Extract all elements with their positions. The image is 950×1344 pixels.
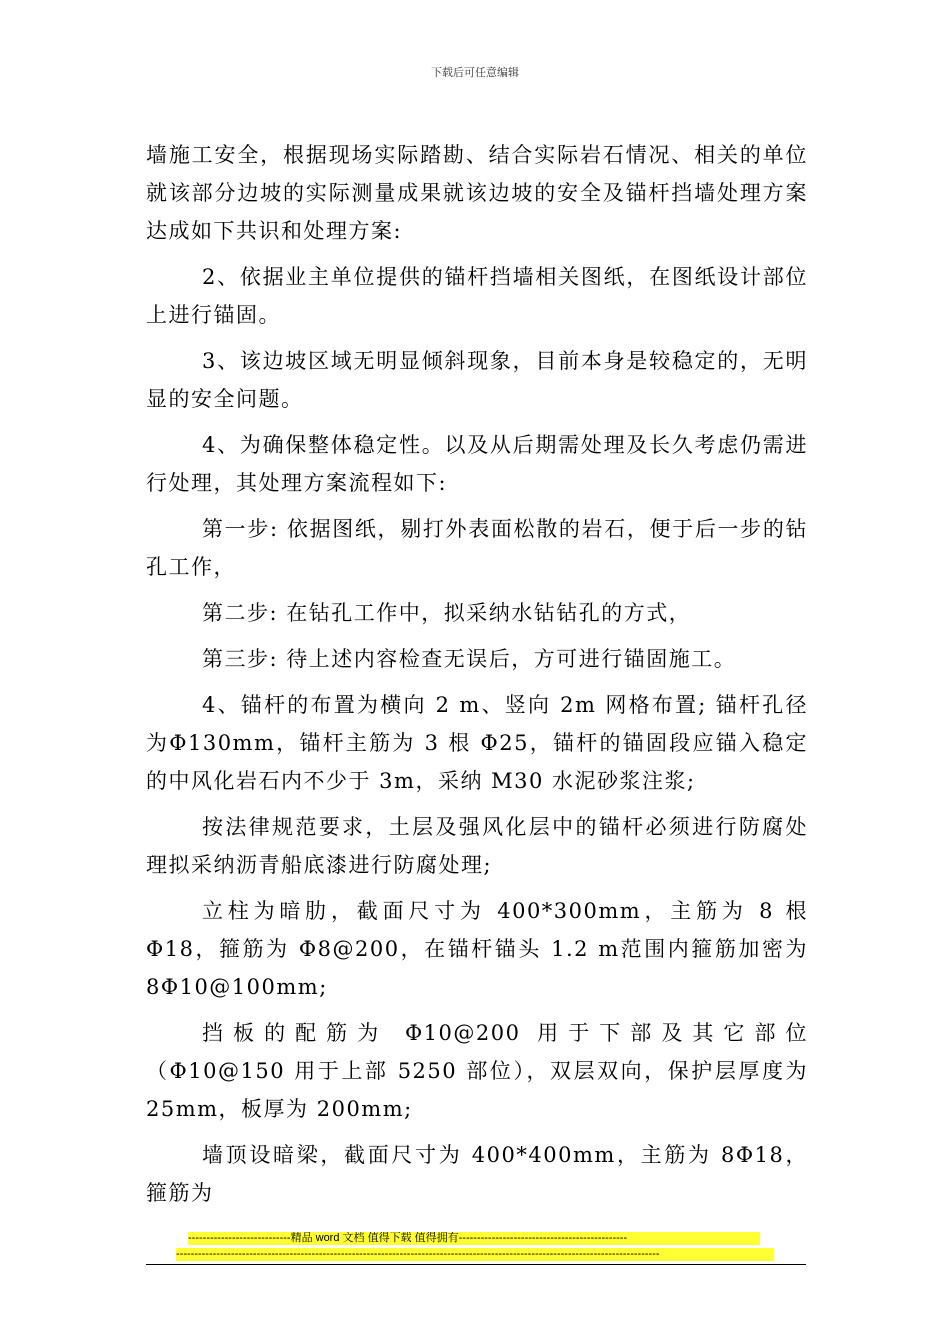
footer-banner-line: ----------------------------精品 word 文档 值得下载 值得拥有---------------------------------------------- bbox=[188, 1232, 760, 1245]
paragraph: 2、依据业主单位提供的锚杆挡墙相关图纸，在图纸设计部位上进行锚固。 bbox=[146, 265, 808, 327]
footer-rule bbox=[146, 1264, 806, 1265]
paragraph: 立柱为暗肋，截面尺寸为 400*300mm，主筋为 8 根 Φ18，箍筋为 Φ8@200，在锚杆锚头 1.2 m范围内箍筋加密为 8Φ10@100mm; bbox=[146, 899, 808, 999]
paragraph: 挡板的配筋为 Φ10@200 用于下部及其它部位（Φ10@150 用于上部 5250 部位），双层双向，保护层厚度为 25mm，板厚为 200mm; bbox=[146, 1021, 808, 1121]
paragraph: 墙施工安全，根据现场实际踏勘、结合实际岩石情况、相关的单位就该部分边坡的实际测量成果就该边坡的安全及锚杆挡墙处理方案达成如下共识和处理方案: bbox=[146, 143, 808, 243]
paragraph: 4、为确保整体稳定性。以及从后期需处理及长久考虑仍需进行处理，其处理方案流程如下: bbox=[146, 433, 808, 495]
paragraph: 第一步: 依据图纸，剔打外表面松散的岩石，便于后一步的钻孔工作， bbox=[146, 517, 808, 579]
paragraph: 墙顶设暗梁，截面尺寸为 400*400mm，主筋为 8Φ18，箍筋为 bbox=[146, 1143, 808, 1205]
paragraph: 4、锚杆的布置为横向 2 m、竖向 2m 网格布置; 锚杆孔径为Φ130mm，锚杆主筋为 3 根 Φ25，锚杆的锚固段应锚入稳定的中风化岩石内不少于 3m，采纳 M30 水泥砂浆注浆; bbox=[146, 693, 808, 793]
page-header: 下载后可任意编辑 bbox=[431, 66, 519, 79]
document-body bbox=[146, 136, 808, 1212]
paragraph: 第三步: 待上述内容检查无误后，方可进行锚固施工。 bbox=[202, 647, 737, 671]
footer-banner-dashes: ------------------------------------------------------------------------------------------------------------------------------------ bbox=[176, 1248, 774, 1261]
paragraph: 第二步: 在钻孔工作中，拟采纳水钻钻孔的方式， bbox=[202, 601, 692, 625]
paragraph: 3、该边坡区域无明显倾斜现象，目前本身是较稳定的，无明显的安全问题。 bbox=[146, 349, 808, 411]
paragraph: 按法律规范要求，土层及强风化层中的锚杆必须进行防腐处理拟采纳沥青船底漆进行防腐处理; bbox=[146, 815, 808, 877]
